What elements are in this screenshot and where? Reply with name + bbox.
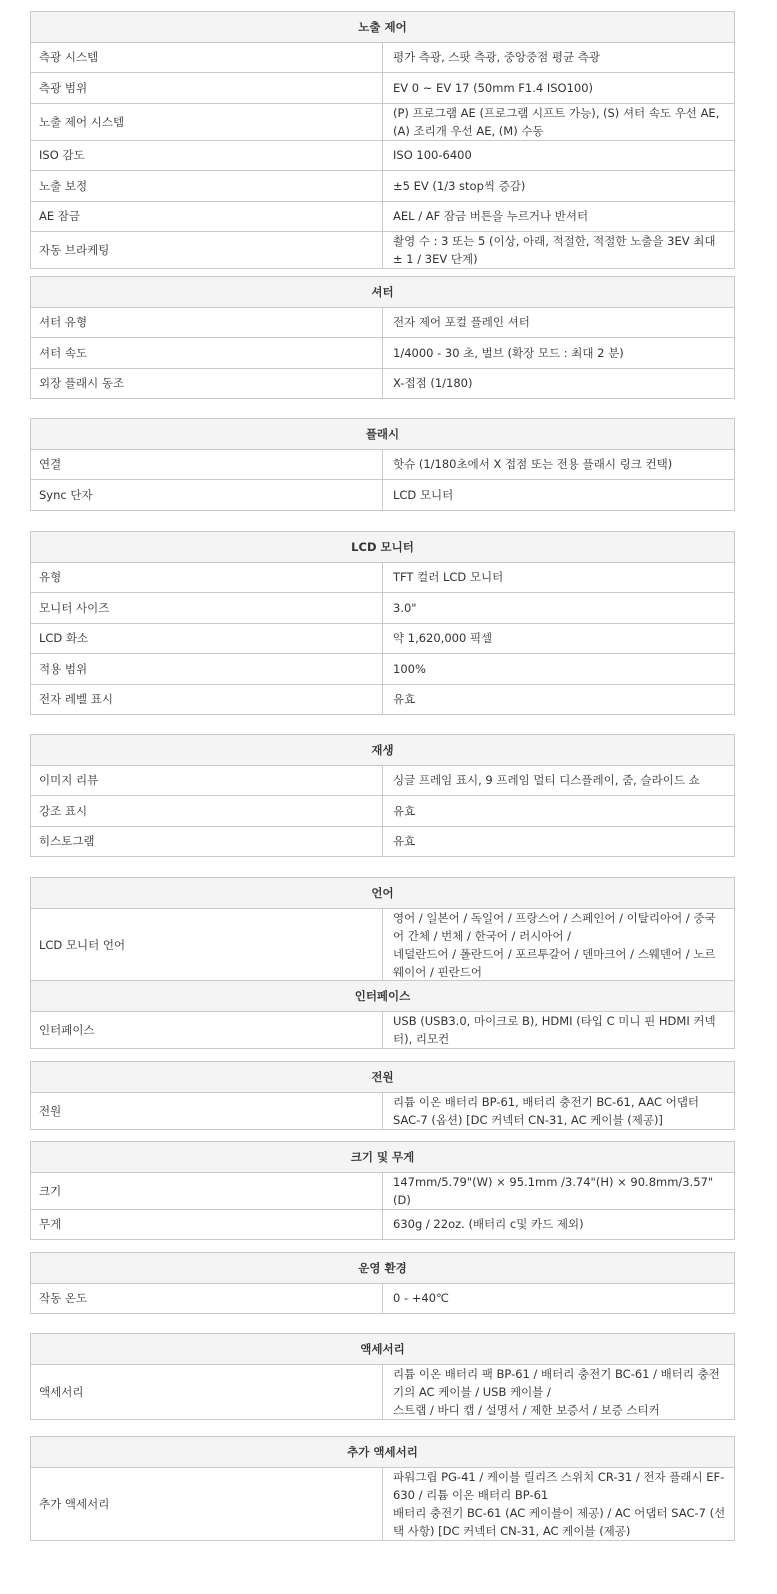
spec-label: LCD 화소 [31, 623, 383, 654]
spec-label: 히스토그램 [31, 826, 383, 857]
spec-label: 적용 범위 [31, 654, 383, 685]
section-header-row [31, 1253, 735, 1284]
spec-value: 싱글 프레임 표시, 9 프레임 멀티 디스플레이, 줌, 슬라이드 쇼 [383, 765, 735, 796]
section-title: 액세서리 [31, 1334, 735, 1365]
spec-row [31, 593, 735, 624]
spec-row [31, 480, 735, 511]
section-header-row [31, 1334, 735, 1365]
spec-row [31, 1283, 735, 1314]
spec-section-table [30, 877, 735, 982]
spec-section-table [30, 11, 735, 269]
section-title: 인터페이스 [31, 981, 735, 1012]
spec-row [31, 42, 735, 73]
spec-value: (P) 프로그램 AE (프로그램 시프트 가능), (S) 셔터 속도 우선 AE, (A) 조리개 우선 AE, (M) 수동 [383, 103, 735, 140]
spec-section-table [30, 418, 735, 511]
spec-row [31, 654, 735, 685]
section-header-row [31, 419, 735, 450]
spec-row [31, 765, 735, 796]
spec-label: 셔터 유형 [31, 307, 383, 338]
spec-value: 147mm/5.79"(W) × 95.1mm /3.74"(H) × 90.8mm/3.57"(D) [383, 1172, 735, 1209]
section-header-row [31, 1437, 735, 1468]
section-header-row [31, 12, 735, 43]
section-header-row [31, 277, 735, 308]
spec-row [31, 1172, 735, 1209]
spec-label: 무게 [31, 1209, 383, 1240]
spec-label: 작동 온도 [31, 1283, 383, 1314]
spec-value: LCD 모니터 [383, 480, 735, 511]
spec-label: 전자 레벨 표시 [31, 684, 383, 715]
spec-section-table [30, 1061, 735, 1130]
spec-label: Sync 단자 [31, 480, 383, 511]
section-header-row [31, 1062, 735, 1093]
spec-value: 100% [383, 654, 735, 685]
spec-label: 셔터 속도 [31, 338, 383, 369]
spec-value: 전자 제어 포컬 플레인 셔터 [383, 307, 735, 338]
spec-value: ±5 EV (1/3 stop씩 증감) [383, 171, 735, 202]
spec-value: 파워그립 PG-41 / 케이블 릴리즈 스위치 CR-31 / 전자 플래시 EF-630 / 리튬 이온 배터리 BP-61 배터리 충전기 BC-61 (AC 케이블이 제공) / AC 어댑터 SAC-7 (선택 사항) [DC 커넥터 CN-31, AC 케이블 (제공) [383, 1467, 735, 1540]
spec-row [31, 103, 735, 140]
spec-row [31, 368, 735, 399]
spec-value: AEL / AF 잠금 버튼을 누르거나 반셔터 [383, 201, 735, 232]
spec-row [31, 623, 735, 654]
spec-row [31, 232, 735, 269]
section-header-row [31, 878, 735, 909]
spec-value: 리튬 이온 배터리 BP-61, 배터리 충전기 BC-61, AAC 어댑터 SAC-7 (옵션) [DC 커넥터 CN-31, AC 케이블 (제공)] [383, 1092, 735, 1129]
spec-section-table [30, 1333, 735, 1420]
spec-label: 크기 [31, 1172, 383, 1209]
section-title: 전원 [31, 1062, 735, 1093]
spec-label: 측광 범위 [31, 73, 383, 104]
spec-label: ISO 감도 [31, 140, 383, 171]
spec-value: ISO 100-6400 [383, 140, 735, 171]
spec-value: 핫슈 (1/180초에서 X 접점 또는 전용 플래시 링크 컨택) [383, 449, 735, 480]
spec-value: 촬영 수 : 3 또는 5 (이상, 아래, 적절한, 적절한 노출을 3EV 최대 ± 1 / 3EV 단계) [383, 232, 735, 269]
spec-section-table [30, 1141, 735, 1240]
spec-label: 자동 브라케팅 [31, 232, 383, 269]
spec-row [31, 1209, 735, 1240]
spec-label: 이미지 리뷰 [31, 765, 383, 796]
section-title: LCD 모니터 [31, 532, 735, 563]
section-title: 재생 [31, 735, 735, 766]
section-header-row [31, 532, 735, 563]
spec-label: AE 잠금 [31, 201, 383, 232]
spec-value: USB (USB3.0, 마이크로 B), HDMI (타입 C 미니 핀 HDMI 커넥터), 리모컨 [383, 1011, 735, 1048]
spec-label: 추가 액세서리 [31, 1467, 383, 1540]
spec-label: LCD 모니터 언어 [31, 908, 383, 981]
spec-section-table [30, 1436, 735, 1541]
spec-row [31, 1011, 735, 1048]
spec-label: 강조 표시 [31, 796, 383, 827]
spec-label: 노출 보정 [31, 171, 383, 202]
spec-row [31, 562, 735, 593]
spec-row [31, 908, 735, 981]
spec-row [31, 796, 735, 827]
spec-row [31, 826, 735, 857]
spec-row [31, 1467, 735, 1540]
spec-value: 평가 측광, 스팟 측광, 중앙중점 평균 측광 [383, 42, 735, 73]
spec-value: 유효 [383, 684, 735, 715]
spec-section-table [30, 1252, 735, 1314]
spec-row [31, 73, 735, 104]
spec-label: 유형 [31, 562, 383, 593]
spec-label: 외장 플래시 동조 [31, 368, 383, 399]
spec-row [31, 1364, 735, 1419]
spec-label: 연결 [31, 449, 383, 480]
spec-value: 약 1,620,000 픽셀 [383, 623, 735, 654]
section-title: 운영 환경 [31, 1253, 735, 1284]
spec-section-table [30, 734, 735, 857]
spec-section-table [30, 276, 735, 399]
section-header-row [31, 981, 735, 1012]
spec-value: EV 0 ~ EV 17 (50mm F1.4 ISO100) [383, 73, 735, 104]
spec-value: X-접점 (1/180) [383, 368, 735, 399]
section-header-row [31, 1142, 735, 1173]
section-title: 언어 [31, 878, 735, 909]
spec-value: TFT 컬러 LCD 모니터 [383, 562, 735, 593]
spec-label: 모니터 사이즈 [31, 593, 383, 624]
spec-label: 전원 [31, 1092, 383, 1129]
spec-row [31, 449, 735, 480]
spec-value: 영어 / 일본어 / 독일어 / 프랑스어 / 스페인어 / 이탈리아어 / 중국어 간체 / 번체 / 한국어 / 러시아어 / 네덜란드어 / 폴란드어 / 포르투갈어 / 덴마크어 / 스웨덴어 / 노르웨이어 / 핀란드어 [383, 908, 735, 981]
spec-label: 인터페이스 [31, 1011, 383, 1048]
spec-row [31, 201, 735, 232]
spec-row [31, 338, 735, 369]
section-header-row [31, 735, 735, 766]
spec-value: 1/4000 - 30 초, 벌브 (확장 모드 : 최대 2 분) [383, 338, 735, 369]
section-title: 노출 제어 [31, 12, 735, 43]
spec-label: 노출 제어 시스템 [31, 103, 383, 140]
spec-section-table [30, 980, 735, 1049]
section-title: 플래시 [31, 419, 735, 450]
spec-label: 액세서리 [31, 1364, 383, 1419]
spec-value: 0 - +40℃ [383, 1283, 735, 1314]
spec-row [31, 1092, 735, 1129]
spec-label: 측광 시스템 [31, 42, 383, 73]
spec-row [31, 171, 735, 202]
section-title: 크기 및 무게 [31, 1142, 735, 1173]
spec-section-table [30, 531, 735, 715]
section-title: 추가 액세서리 [31, 1437, 735, 1468]
spec-value: 유효 [383, 796, 735, 827]
spec-value: 630g / 22oz. (배터리 c및 카드 제외) [383, 1209, 735, 1240]
spec-value: 3.0" [383, 593, 735, 624]
section-title: 셔터 [31, 277, 735, 308]
spec-value: 유효 [383, 826, 735, 857]
spec-row [31, 684, 735, 715]
spec-value: 리튬 이온 배터리 팩 BP-61 / 배터리 충전기 BC-61 / 배터리 충전기의 AC 케이블 / USB 케이블 / 스트랩 / 바디 캡 / 설명서 / 제한 보증서 / 보증 스티커 [383, 1364, 735, 1419]
spec-row [31, 307, 735, 338]
spec-row [31, 140, 735, 171]
